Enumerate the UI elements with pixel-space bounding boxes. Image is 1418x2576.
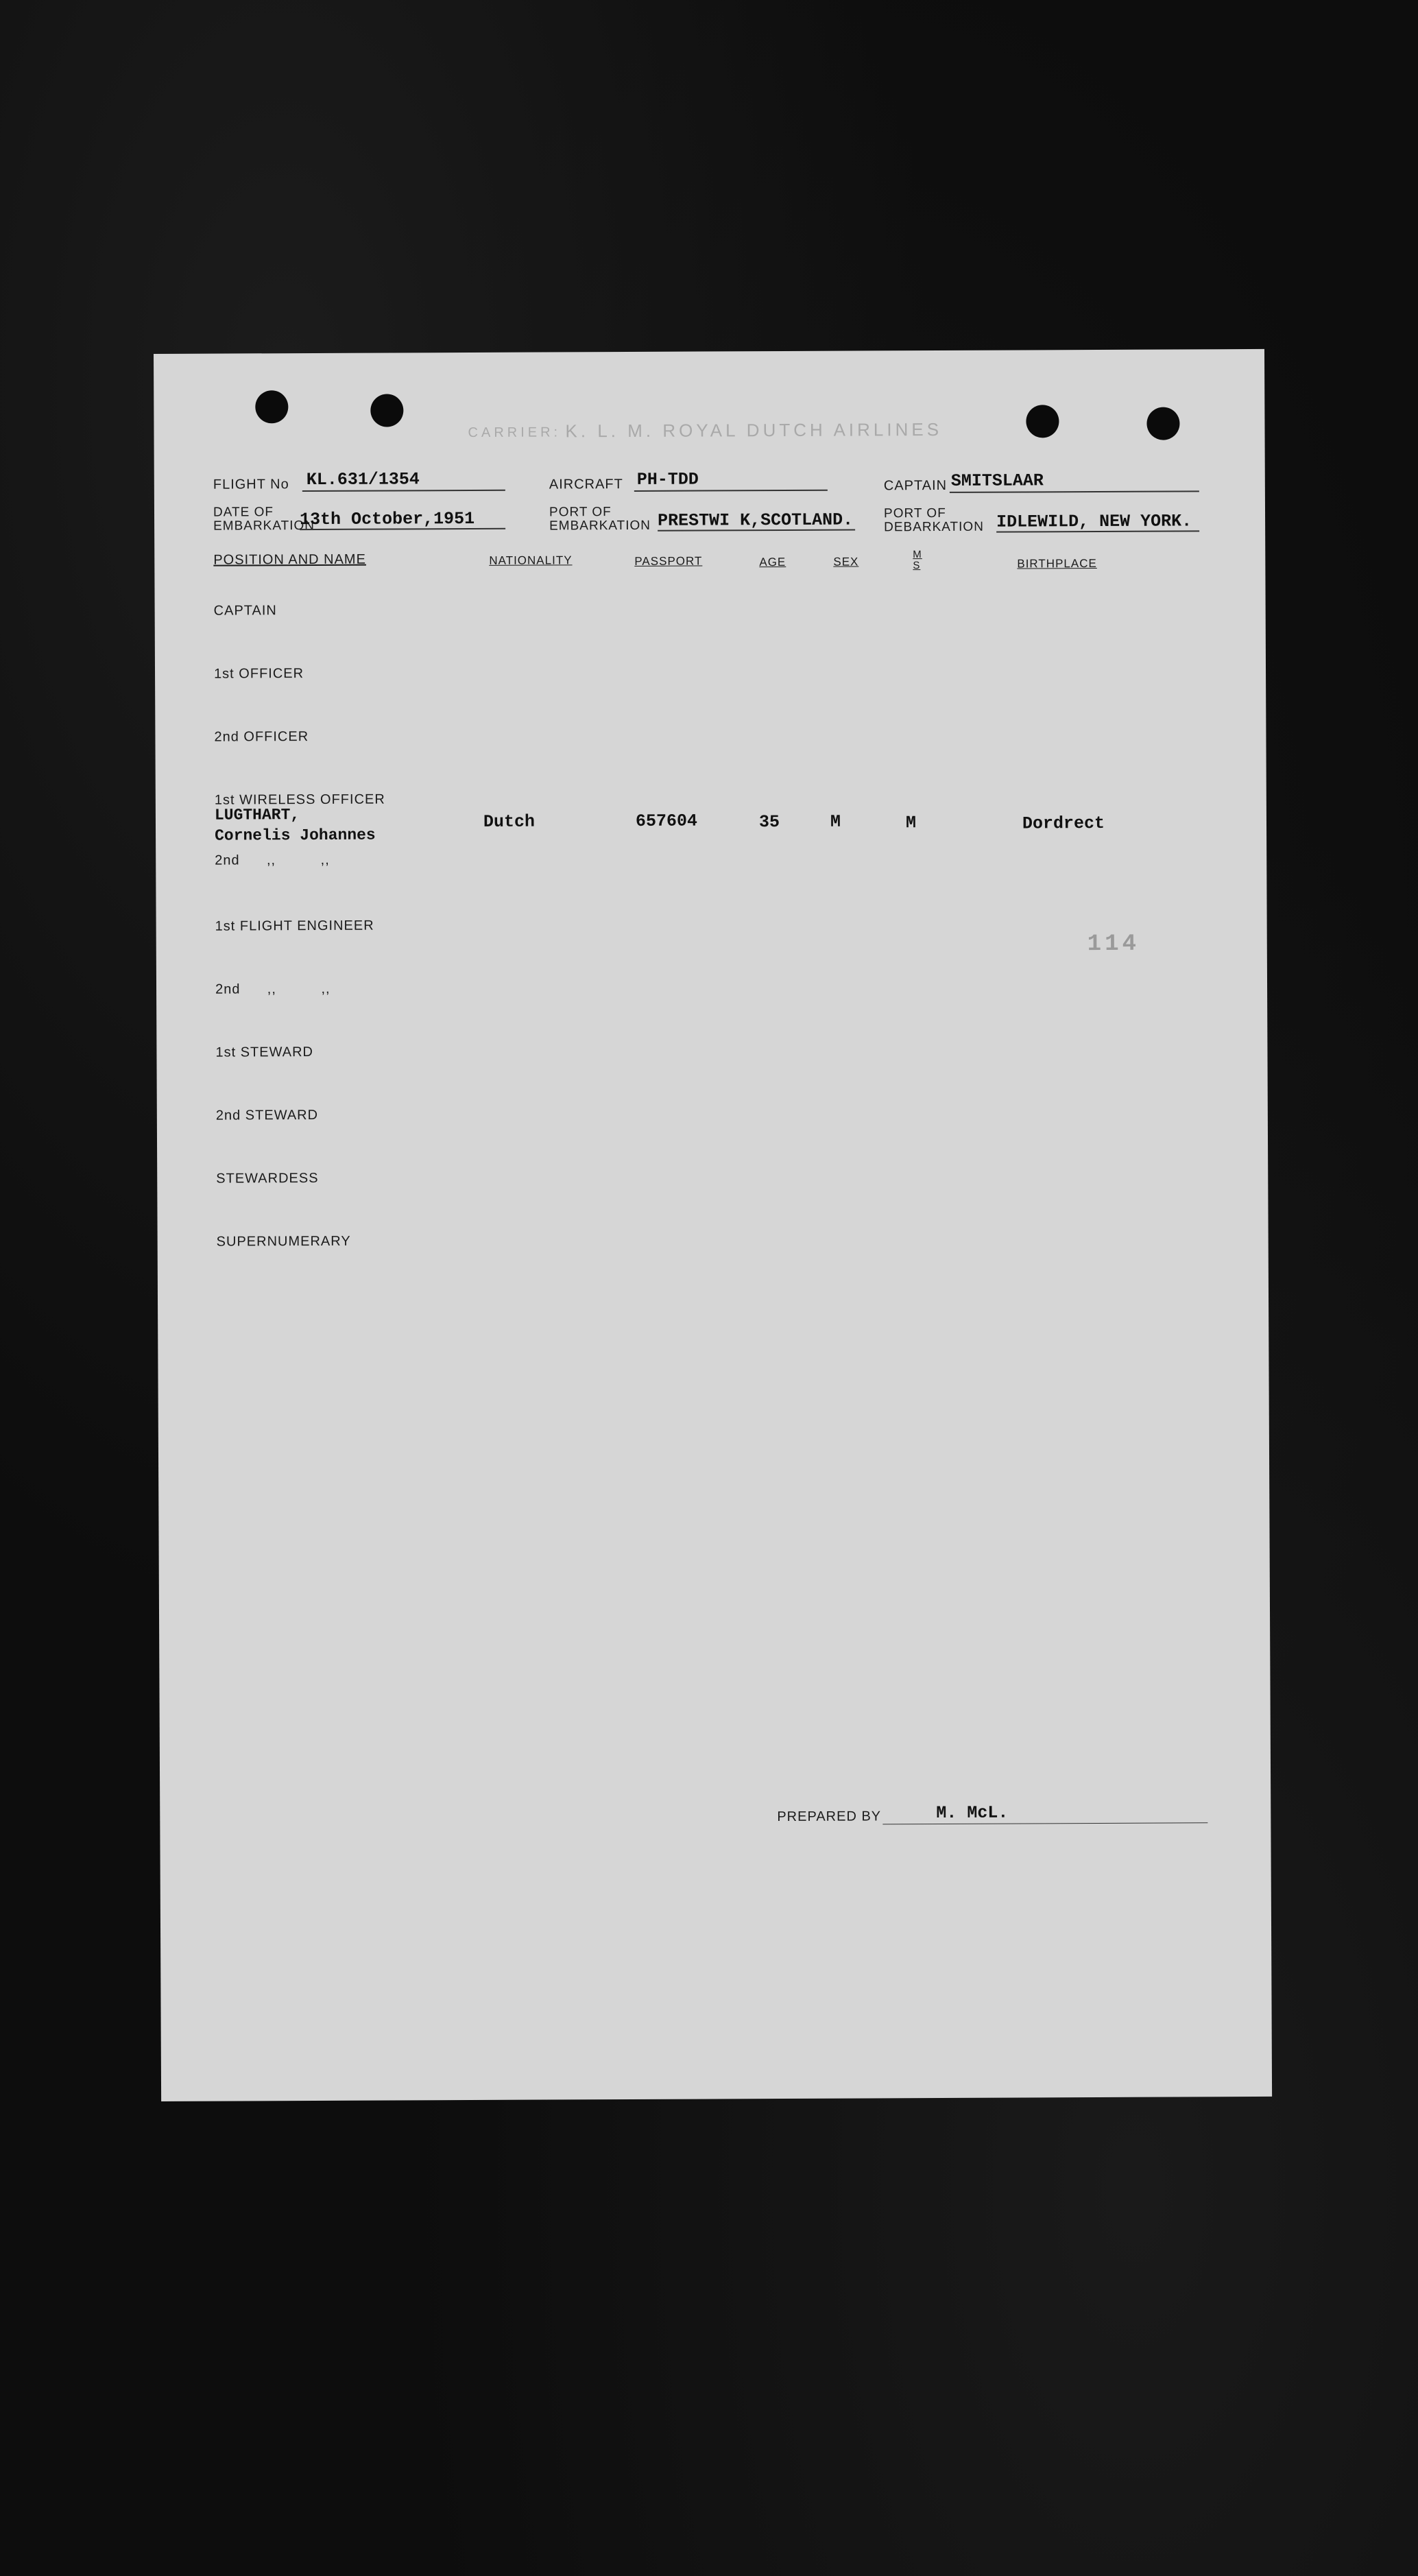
port-debarkation-label — [884, 507, 984, 535]
position-stewardess: STEWARDESS — [216, 1170, 319, 1186]
port-debarkation-value: IDLEWILD, NEW YORK. — [996, 511, 1192, 532]
col-marital-status — [913, 549, 922, 571]
crew-nationality: Dutch — [483, 811, 536, 832]
crew-passport: 657604 — [635, 811, 698, 831]
flight-underline — [302, 490, 505, 492]
port-deb-underline — [996, 530, 1199, 532]
flight-value: KL.631/1354 — [306, 469, 420, 490]
aircraft-value: PH-TDD — [636, 469, 699, 490]
crew-given-names: Cornelis Johannes — [215, 826, 376, 845]
prepared-by-label: PREPARED BY — [777, 1809, 882, 1825]
crew-marital: M — [905, 813, 917, 833]
col-nationality: NATIONALITY — [489, 553, 573, 567]
date-underline — [300, 528, 505, 530]
port-emb-underline — [658, 529, 855, 532]
position-second-steward: 2nd STEWARD — [215, 1107, 319, 1123]
punch-hole — [370, 394, 403, 427]
port-emb-line2: EMBARKATION — [549, 518, 651, 534]
date-label-line1: DATE OF — [213, 505, 274, 520]
carrier-value: K. L. M. ROYAL DUTCH AIRLINES — [565, 418, 943, 442]
col-birthplace: BIRTHPLACE — [1017, 556, 1097, 571]
crew-sex: M — [830, 811, 841, 832]
position-captain: CAPTAIN — [213, 603, 277, 619]
port-emb-line1: PORT OF — [549, 505, 612, 520]
position-second-officer: 2nd OFFICER — [214, 729, 309, 745]
position-first-steward: 1st STEWARD — [215, 1044, 313, 1060]
carrier-label: CARRIER: — [468, 425, 562, 441]
port-embarkation-value: PRESTWI K,SCOTLAND. — [658, 510, 854, 531]
punch-hole — [1026, 405, 1059, 438]
aircraft-label: AIRCRAFT — [549, 477, 623, 492]
prepared-by-underline — [882, 1822, 1207, 1824]
captain-value: SMITSLAAR — [950, 470, 1044, 491]
aircraft-underline — [634, 490, 828, 492]
port-deb-line2: DEBARKATION — [884, 519, 984, 535]
position-first-engineer: 1st FLIGHT ENGINEER — [215, 918, 374, 934]
punch-hole — [1146, 407, 1179, 440]
position-second-engineer: 2nd ,, ,, — [215, 981, 331, 997]
col-ms-bottom: S — [913, 560, 921, 572]
date-value: 13th October,1951 — [299, 508, 475, 530]
captain-underline — [950, 490, 1199, 493]
punch-hole — [255, 390, 288, 423]
crew-birthplace: Dordrect — [1022, 813, 1105, 834]
manifest-page — [154, 349, 1272, 2101]
col-sex: SEX — [833, 555, 859, 569]
date-label-line2: EMBARKATION — [213, 518, 315, 534]
prepared-by-value: M. McL. — [936, 1802, 1009, 1824]
page-stamp: 114 — [1087, 931, 1140, 958]
port-embarkation-label — [549, 505, 651, 534]
flight-label: FLIGHT No — [213, 477, 289, 492]
col-position: POSITION AND NAME — [213, 551, 366, 568]
position-second-wireless: 2nd ,, ,, — [215, 852, 330, 868]
position-first-wireless: 1st WIRELESS OFFICER — [214, 791, 385, 808]
position-supernumerary: SUPERNUMERARY — [216, 1233, 351, 1250]
position-first-officer: 1st OFFICER — [213, 666, 304, 682]
col-ms-top: M — [913, 549, 922, 561]
captain-label: CAPTAIN — [883, 477, 948, 494]
crew-surname: LUGTHART, — [214, 806, 300, 824]
col-passport: PASSPORT — [634, 554, 703, 568]
crew-age: 35 — [758, 812, 780, 833]
port-deb-line1: PORT OF — [883, 505, 946, 521]
col-age: AGE — [759, 555, 786, 569]
